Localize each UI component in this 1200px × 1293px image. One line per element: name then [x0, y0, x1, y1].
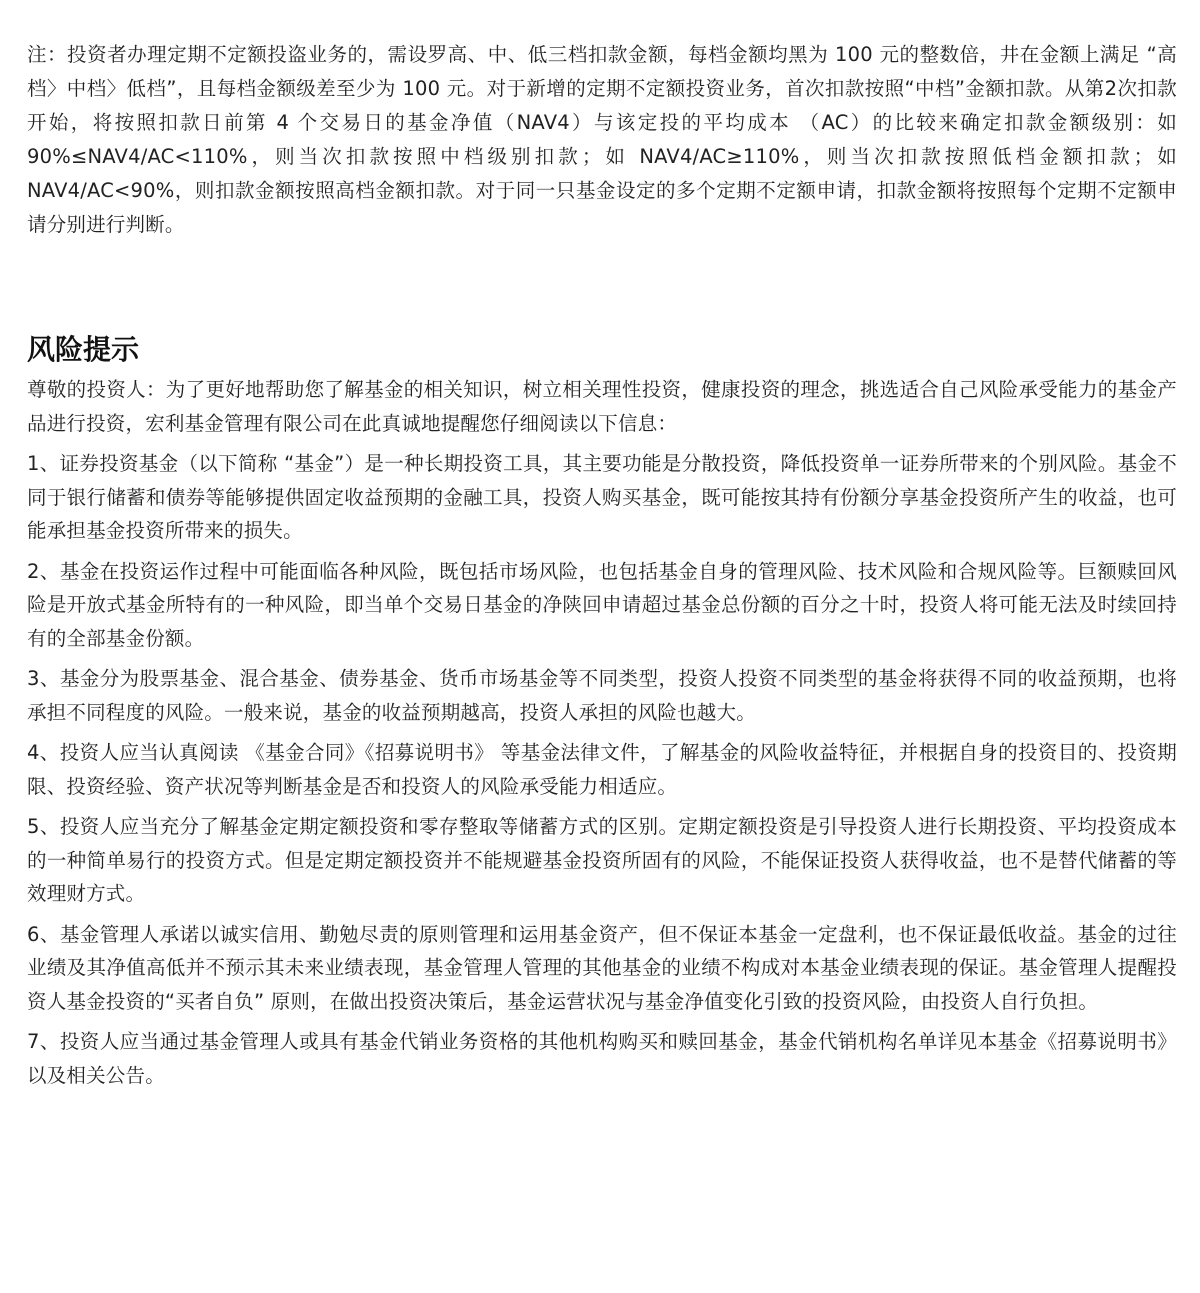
risk-item-5: 5、投资人应当充分了解基金定期定额投资和零存整取等储蓄方式的区别。定期定额投资是引导投资人进行长期投资、平均投资成本的一种简单易行的投资方式。但是定期定额投资并不能规避基金投资所固有的风险，不能保证投资人获得收益，也不是替代储蓄的等效理财方式。: [27, 815, 1177, 905]
risk-item-6: 6、基金管理人承诺以诚实信用、勤勉尽责的原则管理和运用基金资产，但不保证本基金一定盘利，也不保证最低收益。基金的过往业绩及其净值高低并不预示其未来业绩表现，基金管理人管理的其他基金的业绩不构成对本基金业绩表现的保证。基金管理人提醒投资人基金投资的“买者自负” 原则，在做出投资决策后，基金运营状况与基金净值变化引致的投资风险，由投资人自行负担。: [27, 922, 1177, 1013]
risk-item-2: 2、基金在投资运作过程中可能面临各种风险，既包括市场风险，也包括基金自身的管理风险、技术风险和合规风险等。巨额赎回风险是开放式基金所特有的一种风险，即当单个交易日基金的净陕回申请超过基金总份额的百分之十时，投资人将可能无法及时续回持有的全部基金份额。: [27, 559, 1177, 650]
risk-intro: 尊敬的投资人：为了更好地帮助您了解基金的相关知识，树立相关理性投资，健康投资的理念，挑选适合自己风险承受能力的基金产品进行投资，宏利基金管理有限公司在此真诚地提醒您仔细阅读以下信息：: [27, 378, 1177, 435]
document-page: [27, 38, 1177, 1087]
risk-item-3: 3、基金分为股票基金、混合基金、债券基金、货币市场基金等不同类型，投资人投资不同类型的基金将获得不同的收益预期，也将承担不同程度的风险。一般来说，基金的收益预期越高，投资人承担的风险也越大。: [27, 667, 1177, 724]
investment-note: 注：投资者办理定期不定额投盗业务的，需设罗高、中、低三档扣款金额，每档金额均黑为 100 元的整数倍，井在金额上满足 “高档〉中档〉低档”，且每档金额级差至少为 100 元。对于新增的定期不定额投资业务，首次扣款按照“中档”金额扣款。从第2次扣款开始，将按照扣款日前第 4 个交易日的基金净值（NAV4）与该定投的平均成本 （AC）的比较来确定扣款金额级别：如 90%≤NAV4/AC<110%，则当次扣款按照中档级别扣款；如 NAV4/AC≥110%，则当次扣款按照低档金额扣款；如 NAV4/AC<90%，则扣款金额按照高档金额扣款。对于同一只基金设定的多个定期不定额申请，扣款金额将按照每个定期不定额申请分别进行判断。: [27, 43, 1177, 236]
risk-item-1: 1、证券投资基金（以下简称 “基金”）是一种长期投资工具，其主要功能是分散投资，降低投资单一证券所带来的个别风险。基金不同于银行储蓄和债券等能够提供固定收益预期的金融工具，投资人购买基金，既可能按其持有份额分享基金投资所产生的收益，也可能承担基金投资所带来的损失。: [27, 452, 1177, 542]
risk-item-4: 4、投资人应当认真阅读 《基金合同》《招募说明书》 等基金法律文件，了解基金的风险收益特征，并根据自身的投资目的、投资期限、投资经验、资产状况等判断基金是否和投资人的风险承受能力相适应。: [27, 741, 1177, 798]
risk-section-title: 风险提示: [27, 333, 140, 366]
risk-item-7: 7、投资人应当通过基金管理人或具有基金代销业务资格的其他机构购买和赎回基金，基金代销机构名单详见本基金《招募说明书》以及相关公告。: [27, 1030, 1177, 1087]
risk-section-body: [27, 373, 1177, 1099]
